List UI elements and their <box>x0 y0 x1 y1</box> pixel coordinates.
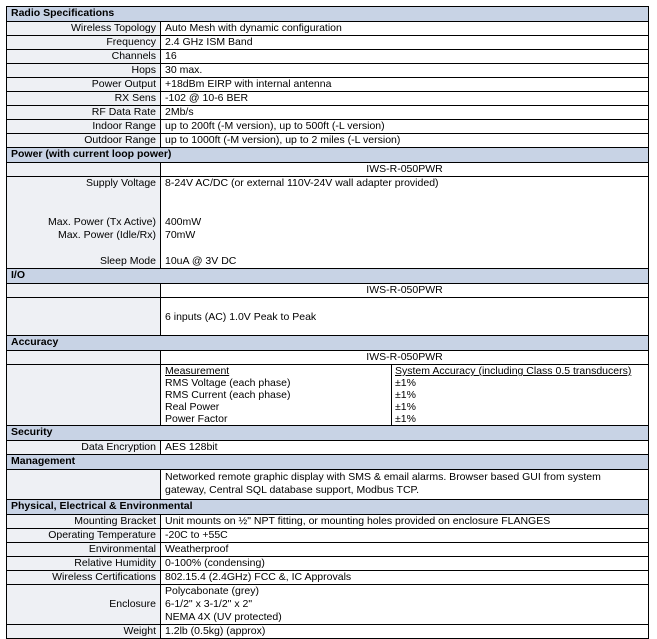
spec-row <box>7 134 649 148</box>
spec-label: Mounting Bracket <box>7 515 161 529</box>
spec-label: Outdoor Range <box>7 134 161 148</box>
table-row <box>165 389 644 401</box>
accuracy-measurement: RMS Current (each phase) <box>165 389 291 401</box>
spec-label: Relative Humidity <box>7 557 161 571</box>
spec-row <box>7 106 649 120</box>
spec-table <box>6 6 649 639</box>
supply-voltage-label: Supply Voltage <box>85 177 156 189</box>
accuracy-col-header: Measurement <box>165 365 230 377</box>
section-header-management: Management <box>7 455 649 470</box>
section-header-power: Power (with current loop power) <box>7 148 649 163</box>
spec-row <box>7 365 649 426</box>
accuracy-measurement: Power Factor <box>165 413 228 425</box>
spec-value: Auto Mesh with dynamic configuration <box>161 22 649 36</box>
spec-value: 0-100% (condensing) <box>161 557 649 571</box>
spec-value: up to 200ft (-M version), up to 500ft (-L version) <box>161 120 649 134</box>
spec-label: Indoor Range <box>7 120 161 134</box>
max-idle-label: Max. Power (Idle/Rx) <box>57 229 156 241</box>
spec-row <box>7 441 649 455</box>
spec-label: Enclosure <box>7 585 161 625</box>
section-header-physical: Physical, Electrical & Environmental <box>7 500 649 515</box>
power-labels <box>7 177 161 269</box>
spec-value: 1.2lb (0.5kg) (approx) <box>161 625 649 639</box>
spec-value: -102 @ 10-6 BER <box>161 92 649 106</box>
max-idle-value: 70mW <box>165 229 196 241</box>
accuracy-measurement: Real Power <box>165 401 220 413</box>
section-header-radio: Radio Specifications <box>7 7 649 22</box>
spec-label: Power Output <box>7 78 161 92</box>
spec-value: +18dBm EIRP with internal antenna <box>161 78 649 92</box>
model-name: IWS-R-050PWR <box>161 351 649 365</box>
enclosure-line: 6-1/2" x 3-1/2" x 2" <box>165 598 253 610</box>
model-name: IWS-R-050PWR <box>161 284 649 298</box>
table-row <box>165 401 644 413</box>
spec-value: Unit mounts on ½" NPT fitting, or mounting holes provided on enclosure FLANGES <box>161 515 649 529</box>
spec-value: 2.4 GHz ISM Band <box>161 36 649 50</box>
spec-value: 2Mb/s <box>161 106 649 120</box>
model-name: IWS-R-050PWR <box>161 163 649 177</box>
io-values <box>161 298 649 336</box>
spec-row <box>7 470 649 500</box>
spec-value: 16 <box>161 50 649 64</box>
table-row <box>165 413 644 425</box>
spec-label: Channels <box>7 50 161 64</box>
spec-row <box>7 120 649 134</box>
spec-label: Hops <box>7 64 161 78</box>
spec-label-empty <box>7 351 161 365</box>
spec-label-empty <box>7 284 161 298</box>
accuracy-value: ±1% <box>392 401 645 413</box>
spec-label-empty <box>7 163 161 177</box>
accuracy-value: ±1% <box>392 377 645 389</box>
sleep-mode-value: 10uA @ 3V DC <box>165 255 237 267</box>
max-tx-value: 400mW <box>165 216 202 228</box>
accuracy-value: ±1% <box>392 389 645 401</box>
spec-sheet <box>6 6 649 639</box>
spec-row <box>7 529 649 543</box>
section-header-accuracy: Accuracy <box>7 336 649 351</box>
accuracy-table <box>165 365 644 425</box>
spec-label-empty <box>7 470 161 500</box>
spec-value: -20C to +55C <box>161 529 649 543</box>
table-row <box>165 377 644 389</box>
supply-voltage-value: 8-24V AC/DC (or external 110V-24V wall adapter provided) <box>165 177 439 189</box>
enclosure-line: Polycabonate (grey) <box>165 585 259 597</box>
spec-label: Frequency <box>7 36 161 50</box>
spec-row <box>7 515 649 529</box>
spec-row <box>7 50 649 64</box>
spec-value: 802.15.4 (2.4GHz) FCC &, IC Approvals <box>161 571 649 585</box>
section-header-security: Security <box>7 426 649 441</box>
spec-row <box>7 36 649 50</box>
spec-label: RX Sens <box>7 92 161 106</box>
spec-row <box>7 92 649 106</box>
spec-label: Environmental <box>7 543 161 557</box>
spec-label-empty <box>7 365 161 426</box>
spec-row <box>7 298 649 336</box>
enclosure-values <box>161 585 649 625</box>
max-tx-label: Max. Power (Tx Active) <box>48 216 156 228</box>
spec-label: RF Data Rate <box>7 106 161 120</box>
spec-row <box>7 585 649 625</box>
accuracy-measurement: RMS Voltage (each phase) <box>165 377 291 389</box>
spec-label: Operating Temperature <box>7 529 161 543</box>
spec-row <box>7 78 649 92</box>
spec-label: Wireless Topology <box>7 22 161 36</box>
spec-label: Weight <box>7 625 161 639</box>
spec-value: Weatherproof <box>161 543 649 557</box>
accuracy-value: ±1% <box>392 413 645 425</box>
spec-value: AES 128bit <box>161 441 649 455</box>
spec-row <box>7 177 649 269</box>
spec-row <box>7 543 649 557</box>
spec-row <box>7 22 649 36</box>
power-values <box>161 177 649 269</box>
accuracy-col-header: System Accuracy (including Class 0.5 transducers) <box>392 365 645 377</box>
spec-label-empty <box>7 298 161 336</box>
section-header-io: I/O <box>7 269 649 284</box>
spec-row <box>7 571 649 585</box>
sleep-mode-label: Sleep Mode <box>99 255 156 267</box>
spec-row <box>7 557 649 571</box>
spec-label: Wireless Certifications <box>7 571 161 585</box>
spec-value: up to 1000ft (-M version), up to 2 miles (-L version) <box>161 134 649 148</box>
management-value: Networked remote graphic display with SMS & email alarms. Browser based GUI from system gateway, Central SQL database support, Modbus TCP. <box>161 470 649 500</box>
enclosure-line: NEMA 4X (UV protected) <box>165 611 282 623</box>
io-inputs-value: 6 inputs (AC) 1.0V Peak to Peak <box>165 311 317 323</box>
spec-label: Data Encryption <box>7 441 161 455</box>
spec-value: 30 max. <box>161 64 649 78</box>
spec-row <box>7 64 649 78</box>
